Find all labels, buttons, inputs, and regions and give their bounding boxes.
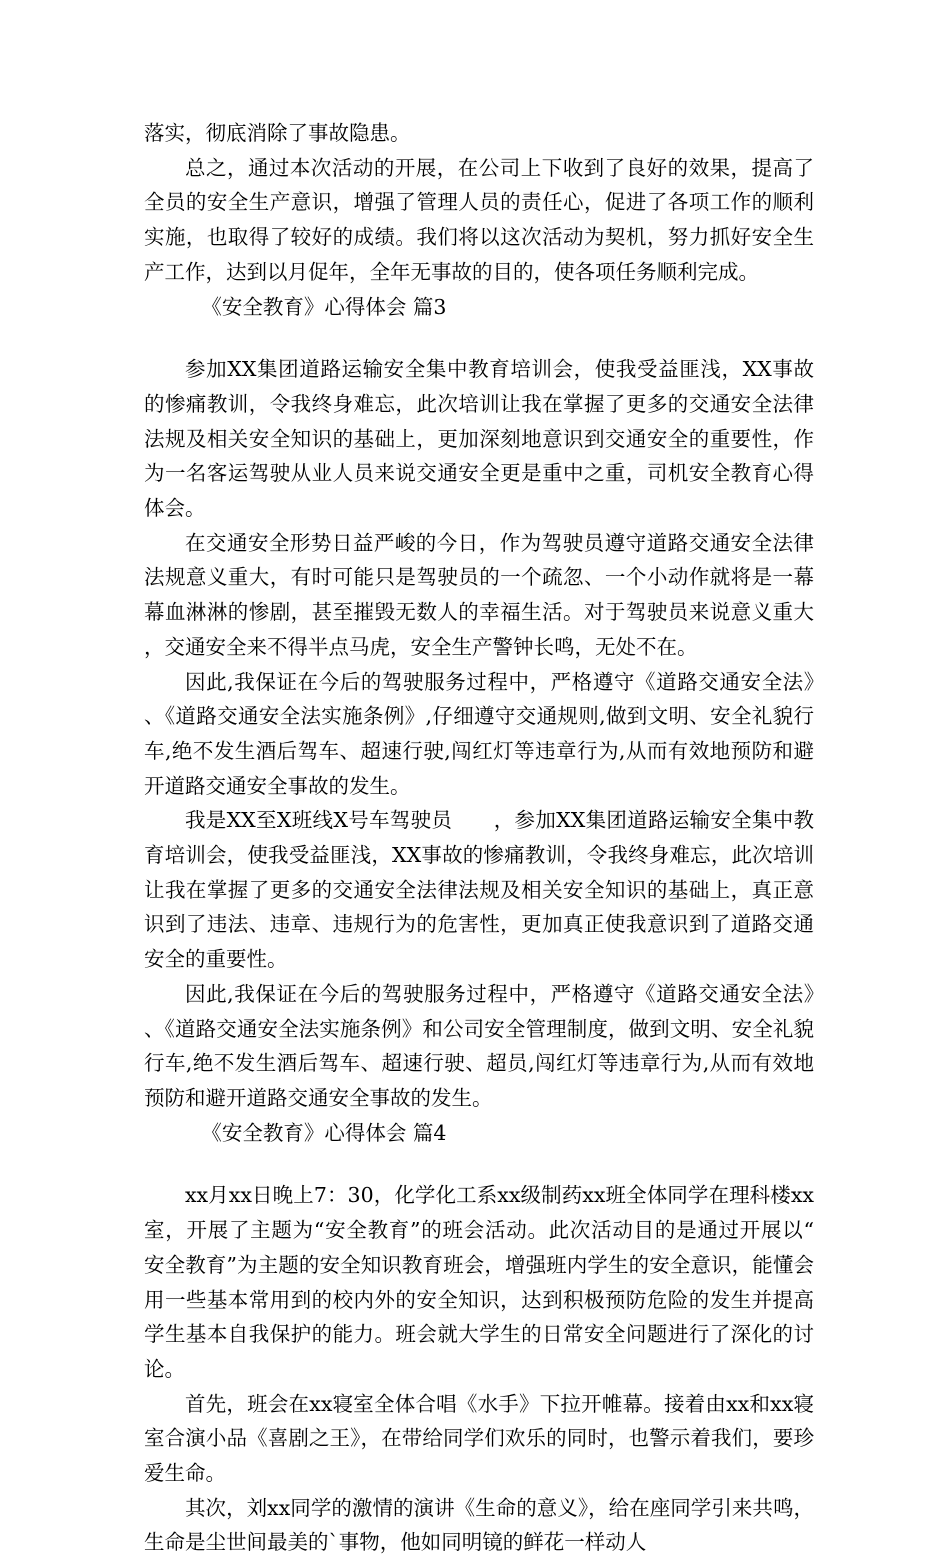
paragraph: 首先，班会在xx寝室全体合唱《水手》下拉开帷幕。接着由xx和xx寝室合演小品《喜剧之王》，在带给同学们欢乐的同时，也警示着我们，要珍爱生命。: [144, 1391, 814, 1486]
section-heading-part-4: 《安全教育》心得体会 篇4: [201, 1120, 447, 1145]
paragraph: xx月xx日晚上7：30，化学化工系xx级制药xx班全体同学在理科楼xx室，开展了主题为“安全教育”的班会活动。此次活动目的是通过开展以“ 安全教育”为主题的安全知识教育班会，增强班内学生的安全意识，能懂会用一些基本常用到的校内外的安全知识，达到积极预防危险的发生并提高学生基本自我保护的能力。班会就大学生的日常安全问题进行了深化的讨论。: [144, 1183, 814, 1381]
paragraph: 我是XX至X班线X号车驾驶员 ，参加XX集团道路运输安全集中教育培训会，使我受益匪浅，XX事故的惨痛教训，令我终身难忘，此次培训让我在掌握了更多的交通安全法律法规及相关安全知识的基础上，真正意识到了违法、违章、违规行为的危害性，更加真正使我意识到了道路交通安全的重要性。: [144, 808, 814, 972]
paragraph: 总之，通过本次活动的开展，在公司上下收到了良好的效果，提高了全员的安全生产意识，增强了管理人员的责任心，促进了各项工作的顺利实施，也取得了较好的成绩。我们将以这次活动为契机，努力抓好安全生产工作，达到以月促年，全年无事故的目的，使各项任务顺利完成。: [144, 155, 814, 284]
paragraph: 在交通安全形势日益严峻的今日，作为驾驶员遵守道路交通安全法律法规意义重大，有时可能只是驾驶员的一个疏忽、一个小动作就将是一幕幕血淋淋的惨剧，甚至摧毁无数人的幸福生活。对于驾驶员来说意义重大，交通安全来不得半点马虎，安全生产警钟长鸣，无处不在。: [144, 530, 814, 659]
paragraph: 其次，刘xx同学的激情的演讲《生命的意义》，给在座同学引来共鸣，生命是尘世间最美的`事物，他如同明镜的鲜花一样动人: [144, 1495, 814, 1555]
section-heading-part-3: 《安全教育》心得体会 篇3: [201, 294, 447, 319]
paragraph: 参加XX集团道路运输安全集中教育培训会，使我受益匪浅，XX事故的惨痛教训，令我终身难忘，此次培训让我在掌握了更多的交通安全法律法规及相关安全知识的基础上，更加深刻地意识到交通安全的重要性，作为一名客运驾驶从业人员来说交通安全更是重中之重，司机安全教育心得体会。: [144, 357, 814, 521]
paragraph: 因此,我保证在今后的驾驶服务过程中，严格遵守《道路交通安全法》、《道路交通安全法实施条例》和公司安全管理制度，做到文明、安全礼貌行车,绝不发生酒后驾车、超速行驶、超员,闯红灯等违章行为,从而有效地预防和避开道路交通安全事故的发生。: [144, 981, 814, 1110]
document-body: [144, 116, 814, 1560]
paragraph: 落实，彻底消除了事故隐患。: [144, 121, 411, 145]
paragraph: 因此,我保证在今后的驾驶服务过程中，严格遵守《道路交通安全法》、《道路交通安全法实施条例》,仔细遵守交通规则,做到文明、安全礼貌行车,绝不发生酒后驾车、超速行驶,闯红灯等违章行为,从而有效地预防和避开道路交通安全事故的发生。: [144, 669, 814, 798]
